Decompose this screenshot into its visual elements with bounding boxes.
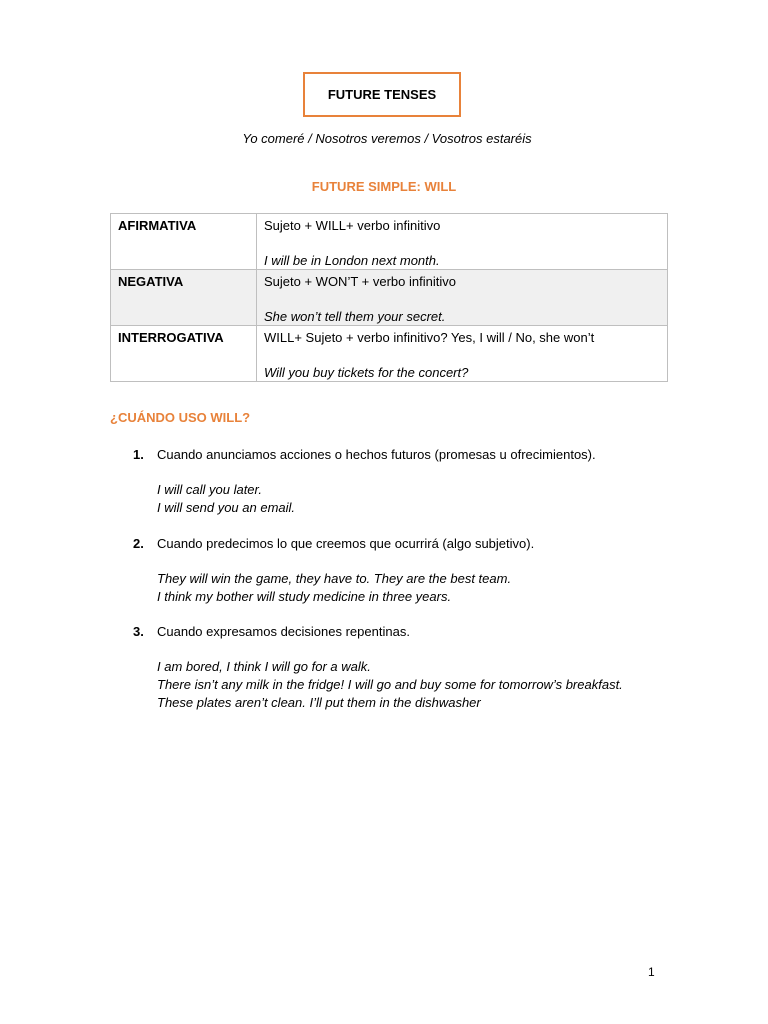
page-title: FUTURE TENSES (303, 72, 461, 117)
page-number: 1 (648, 965, 655, 979)
example-sentence: They will win the game, they have to. They are the best team. (157, 571, 512, 586)
subtitle: Yo comeré / Nosotros veremos / Vosotros estaréis (242, 131, 532, 146)
structure-text: Sujeto + WILL+ verbo infinitivo (264, 218, 441, 233)
example-text: Will you buy tickets for the concert? (264, 365, 469, 380)
question-heading: ¿CUÁNDO USO WILL? (110, 410, 251, 425)
example-text: I will be in London next month. (264, 253, 440, 268)
list-number: 3. (133, 624, 144, 639)
structure-text: Sujeto + WON’T + verbo infinitivo (264, 274, 456, 289)
example-sentence: I am bored, I think I will go for a walk. (157, 659, 371, 674)
example-sentence: These plates aren’t clean. I’ll put them in the dishwasher (157, 695, 481, 710)
usage-description: Cuando predecimos lo que creemos que ocurrirá (algo subjetivo). (157, 536, 535, 551)
usage-description: Cuando expresamos decisiones repentinas. (157, 624, 410, 639)
list-number: 1. (133, 447, 144, 462)
list-number: 2. (133, 536, 144, 551)
row-label: NEGATIVA (111, 270, 257, 326)
section-heading: FUTURE SIMPLE: WILL (311, 179, 457, 194)
grammar-table (110, 213, 668, 382)
table-row (111, 214, 668, 270)
example-sentence: I will call you later. (157, 482, 262, 497)
example-text: She won’t tell them your secret. (264, 309, 446, 324)
row-content (257, 326, 668, 382)
row-content (257, 214, 668, 270)
example-sentence: I will send you an email. (157, 500, 296, 515)
row-label: INTERROGATIVA (111, 326, 257, 382)
example-sentence: There isn’t any milk in the fridge! I will go and buy some for tomorrow’s breakfast. (157, 677, 623, 692)
example-sentence: I think my bother will study medicine in three years. (157, 589, 452, 604)
usage-description: Cuando anunciamos acciones o hechos futuros (promesas u ofrecimientos). (157, 447, 596, 462)
row-label: AFIRMATIVA (111, 214, 257, 270)
structure-text: WILL+ Sujeto + verbo infinitivo? Yes, I will / No, she won’t (264, 330, 595, 345)
table-row (111, 270, 668, 326)
table-row (111, 326, 668, 382)
row-content (257, 270, 668, 326)
